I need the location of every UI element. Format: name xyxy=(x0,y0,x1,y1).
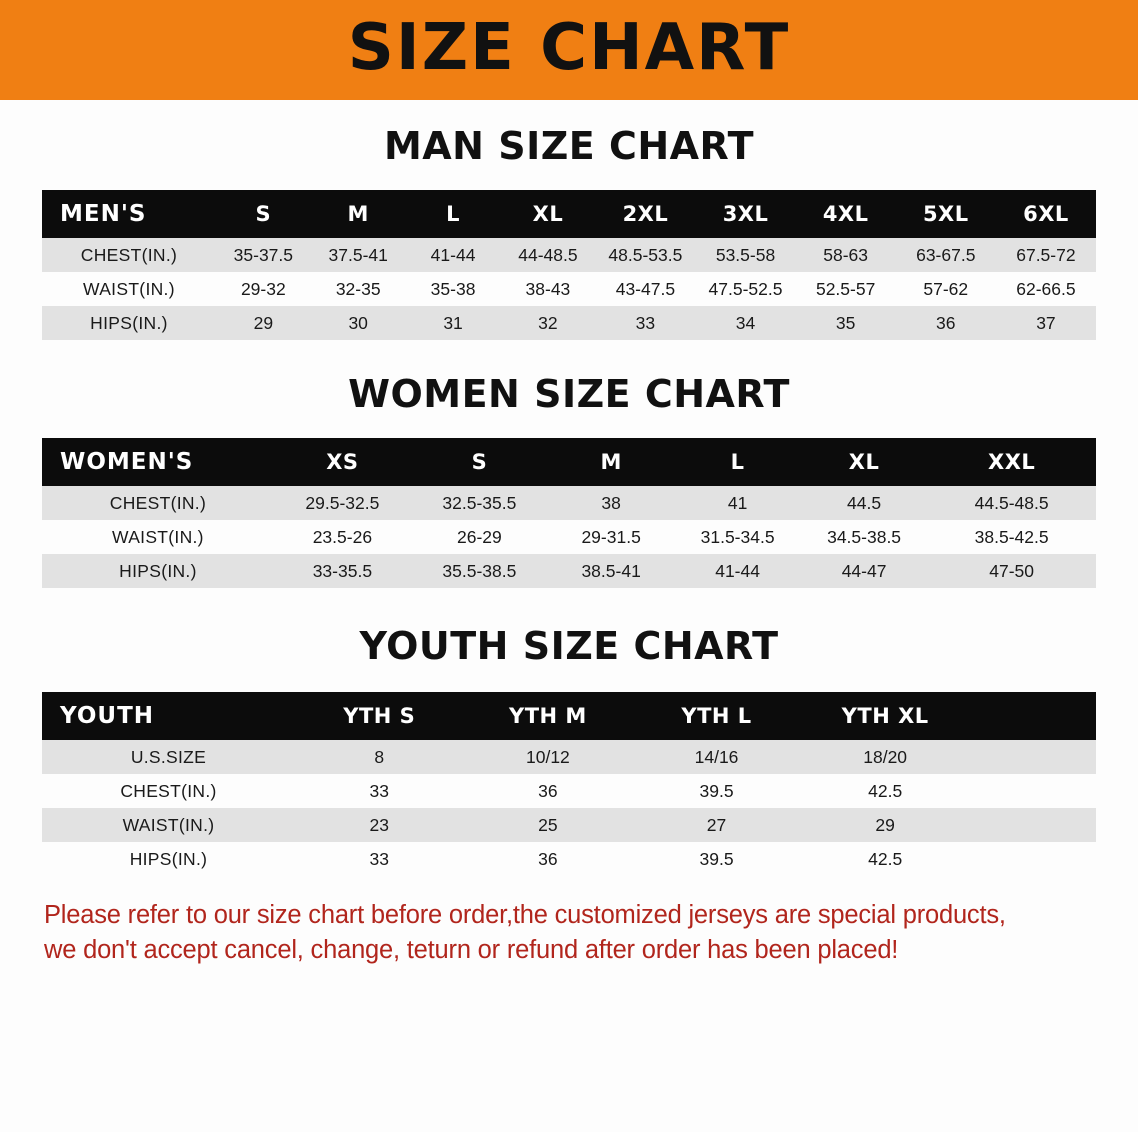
column-header: YTH L xyxy=(681,704,752,728)
table-cell: 29.5-32.5 xyxy=(305,492,380,513)
column-header: M xyxy=(347,202,369,226)
column-header: M xyxy=(600,450,622,474)
column-header: XL xyxy=(848,450,880,474)
table-cell: 32 xyxy=(538,312,558,333)
table-cell-empty xyxy=(969,808,1096,842)
table-cell: 39.5 xyxy=(699,848,734,869)
table-cell: 27 xyxy=(706,814,727,835)
table-cell: 36 xyxy=(538,848,558,869)
column-header: YOUTH xyxy=(60,703,155,729)
column-header: 5XL xyxy=(922,202,969,226)
table-cell: 33 xyxy=(369,780,390,801)
table-cell: 33-35.5 xyxy=(312,560,373,581)
row-label: WAIST(IN.) xyxy=(112,526,204,547)
table-cell: 41-44 xyxy=(715,560,760,581)
row-label: HIPS(IN.) xyxy=(90,312,168,333)
column-header: WOMEN'S xyxy=(60,449,194,475)
table-header-row xyxy=(42,190,1096,238)
table-cell-empty xyxy=(969,842,1096,876)
table-cell: 38-43 xyxy=(525,278,571,299)
table-cell-empty xyxy=(969,740,1096,774)
youth-section-heading: YOUTH SIZE CHART xyxy=(359,624,779,668)
row-label: CHEST(IN.) xyxy=(109,492,207,513)
table-cell: 52.5-57 xyxy=(815,278,876,299)
table-cell-empty xyxy=(969,774,1096,808)
disclaimer-note xyxy=(0,898,1138,968)
column-header: 2XL xyxy=(622,202,669,226)
women-size-table xyxy=(42,438,1096,588)
table-header-row xyxy=(42,438,1096,486)
table-cell: 43-47.5 xyxy=(615,278,676,299)
table-cell: 30 xyxy=(348,312,368,333)
table-cell: 34 xyxy=(735,312,756,333)
column-header: YTH S xyxy=(343,704,416,728)
table-cell: 57-62 xyxy=(923,278,969,299)
table-cell: 42.5 xyxy=(868,780,903,801)
table-cell: 31.5-34.5 xyxy=(700,526,775,547)
table-cell: 29 xyxy=(253,312,274,333)
row-label: WAIST(IN.) xyxy=(122,814,215,835)
man-size-table xyxy=(42,190,1096,340)
youth-size-table xyxy=(42,692,1096,876)
women-section-heading: WOMEN SIZE CHART xyxy=(348,372,790,416)
youth-table-wrap xyxy=(0,692,1138,876)
table-cell: 14/16 xyxy=(694,746,739,767)
column-header: YTH M xyxy=(508,704,587,728)
table-cell: 35 xyxy=(835,312,856,333)
table-cell: 31 xyxy=(443,312,463,333)
table-cell: 35-37.5 xyxy=(233,244,294,265)
table-cell: 26-29 xyxy=(457,526,502,547)
disclaimer-line-2: we don't accept cancel, change, teturn or refund after order has been placed! xyxy=(44,936,899,965)
man-section-heading: MAN SIZE CHART xyxy=(383,124,755,168)
table-cell: 36 xyxy=(538,780,558,801)
table-cell: 34.5-38.5 xyxy=(827,526,902,547)
column-header: 3XL xyxy=(722,202,769,226)
table-row xyxy=(42,808,1096,842)
table-row xyxy=(42,554,1096,588)
women-table-wrap xyxy=(0,438,1138,588)
column-header-spacer xyxy=(969,692,1096,740)
row-label: HIPS(IN.) xyxy=(129,848,208,869)
table-cell: 23.5-26 xyxy=(312,526,373,547)
table-row xyxy=(42,774,1096,808)
table-cell: 63-67.5 xyxy=(916,244,976,265)
table-cell: 18/20 xyxy=(863,746,908,767)
table-row xyxy=(42,238,1096,272)
table-row xyxy=(42,306,1096,340)
column-header: S xyxy=(255,202,272,226)
table-row xyxy=(42,740,1096,774)
table-header-row xyxy=(42,692,1096,740)
table-cell: 44-48.5 xyxy=(518,244,578,265)
page-title: SIZE CHART xyxy=(347,11,791,85)
table-cell: 38.5-42.5 xyxy=(974,526,1049,547)
column-header: L xyxy=(730,450,745,474)
table-cell: 23 xyxy=(369,814,390,835)
table-cell: 42.5 xyxy=(868,848,903,869)
table-row xyxy=(42,272,1096,306)
row-label: CHEST(IN.) xyxy=(120,780,217,801)
table-cell: 41-44 xyxy=(430,244,476,265)
column-header: S xyxy=(471,450,488,474)
table-row xyxy=(42,520,1096,554)
column-header: XS xyxy=(326,450,359,474)
table-cell: 29-32 xyxy=(240,278,286,299)
column-header: XXL xyxy=(988,450,1036,474)
disclaimer-line-1: Please refer to our size chart before order,the customized jerseys are special products, xyxy=(44,901,1006,929)
table-cell: 36 xyxy=(936,312,956,333)
row-label: CHEST(IN.) xyxy=(80,244,178,265)
table-cell: 62-66.5 xyxy=(1016,278,1076,299)
column-header: 6XL xyxy=(1023,202,1069,226)
table-cell: 33 xyxy=(635,312,656,333)
column-header: MEN'S xyxy=(60,201,147,227)
row-label: WAIST(IN.) xyxy=(83,278,175,299)
table-row xyxy=(42,486,1096,520)
table-cell: 44-47 xyxy=(841,560,887,581)
table-cell: 29-31.5 xyxy=(581,526,641,547)
column-header: 4XL xyxy=(822,202,869,226)
table-cell: 37 xyxy=(1036,312,1056,333)
table-cell: 44.5 xyxy=(847,492,882,513)
table-cell: 38 xyxy=(601,492,621,513)
table-cell: 25 xyxy=(538,814,558,835)
table-cell: 10/12 xyxy=(526,746,570,767)
table-cell: 35-38 xyxy=(430,278,476,299)
table-cell: 44.5-48.5 xyxy=(974,492,1049,513)
row-label: U.S.SIZE xyxy=(130,746,207,767)
table-cell: 32.5-35.5 xyxy=(442,492,517,513)
table-cell: 58-63 xyxy=(823,244,869,265)
banner xyxy=(0,0,1138,100)
table-cell: 8 xyxy=(374,746,385,767)
table-cell: 53.5-58 xyxy=(715,244,776,265)
table-cell: 35.5-38.5 xyxy=(442,560,517,581)
table-cell: 47-50 xyxy=(989,560,1035,581)
table-cell: 48.5-53.5 xyxy=(608,244,683,265)
man-table-wrap xyxy=(0,190,1138,340)
table-cell: 29 xyxy=(875,814,895,835)
table-cell: 33 xyxy=(369,848,390,869)
table-cell: 38.5-41 xyxy=(581,560,641,581)
column-header: XL xyxy=(532,202,564,226)
table-cell: 41 xyxy=(727,492,748,513)
table-row xyxy=(42,842,1096,876)
table-cell: 37.5-41 xyxy=(328,244,388,265)
column-header: YTH XL xyxy=(841,704,929,728)
table-cell: 67.5-72 xyxy=(1016,244,1076,265)
table-cell: 32-35 xyxy=(335,278,381,299)
table-cell: 47.5-52.5 xyxy=(708,278,783,299)
table-cell: 39.5 xyxy=(699,780,734,801)
column-header: L xyxy=(446,202,460,226)
row-label: HIPS(IN.) xyxy=(119,560,197,581)
